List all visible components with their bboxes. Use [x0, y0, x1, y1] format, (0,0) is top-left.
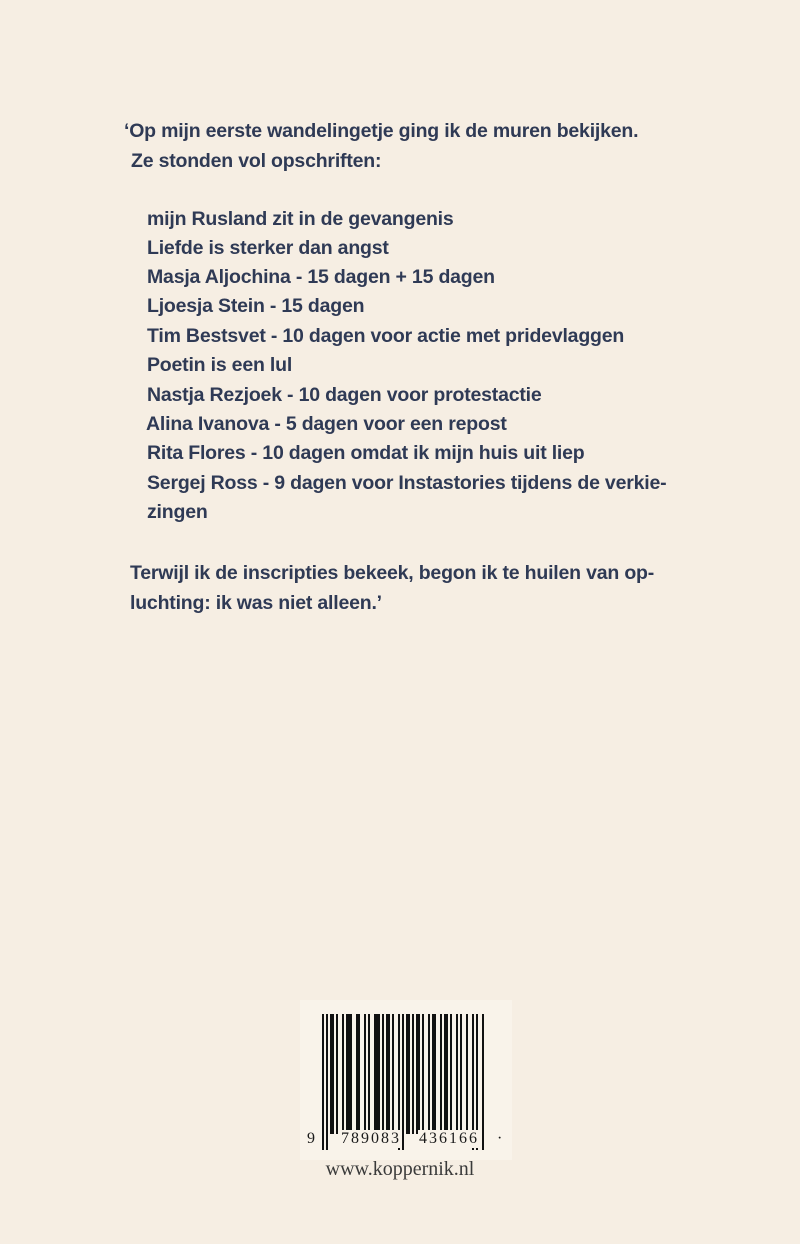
inscription-line: Liefde is sterker dan angst [147, 237, 389, 259]
inscription-line: Tim Bestsvet - 10 dagen voor actie met pridevlaggen [147, 325, 625, 347]
inscription-line: Rita Flores - 10 dagen omdat ik mijn huis uit liep [147, 442, 585, 464]
publisher-website: www.koppernik.nl [325, 1158, 475, 1180]
inscription-line: Alina Ivanova - 5 dagen voor een repost [146, 413, 507, 435]
quote-closing-line-2: luchting: ik was niet alleen.’ [130, 592, 382, 614]
inscription-line: Masja Aljochina - 15 dagen + 15 dagen [147, 266, 495, 288]
inscription-line: mijn Rusland zit in de gevangenis [147, 208, 454, 230]
inscription-line: Sergej Ross - 9 dagen voor Instastories tijdens de verkie- [147, 472, 667, 494]
isbn-number [300, 1130, 512, 1152]
isbn-group-1: 789083 [341, 1130, 401, 1147]
isbn-first-digit: 9 [307, 1130, 317, 1147]
inscription-line: Ljoesja Stein - 15 dagen [147, 295, 365, 317]
inscription-line: zingen [147, 501, 208, 523]
inscription-line: Poetin is een lul [147, 354, 293, 376]
isbn-trailer: · [497, 1130, 505, 1147]
inscription-line: Nastja Rezjoek - 10 dagen voor protestactie [147, 384, 542, 406]
quote-intro-line-1: ‘Op mijn eerste wandelingetje ging ik de muren bekijken. [124, 120, 639, 142]
quote-intro-line-2: Ze stonden vol opschriften: [131, 150, 382, 172]
quote-closing-line-1: Terwijl ik de inscripties bekeek, begon ik te huilen van op- [130, 562, 655, 584]
isbn-group-2: 436166 [419, 1130, 479, 1147]
